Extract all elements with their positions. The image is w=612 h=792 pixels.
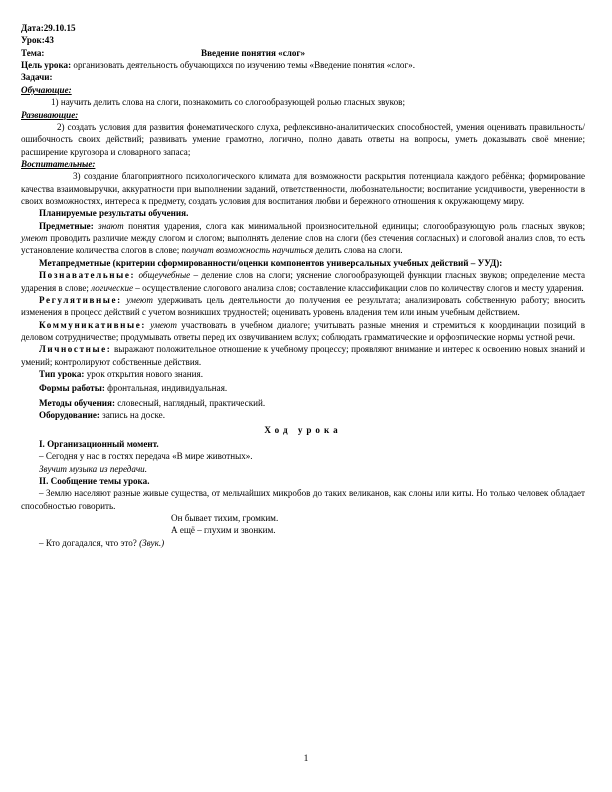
topic-row [21,47,585,59]
course-line-2: – Землю населяют разные живые существа, от мельчайших микробов до таких великанов, как слоны или киты. Но только человек обладает способностью говорить. [21,488,585,511]
lesson-line: Урок:43 [21,35,54,46]
tasks-label: Задачи: [21,72,53,83]
subject-results [21,220,585,257]
course-line-3 [21,537,585,549]
subject-text-3: делить слова на слоги. [313,245,403,256]
methods-label: Методы обучения: [39,397,115,408]
developing-text: 2) создать условия для развития фонематического слуха, рефлексивно-аналитических способностей, умения оценивать правильность/ошибочность своих действий; развивать умение грамотно, логично, полно давать ответы на вопросы, уметь доказывать своё мнение; расширение кругозора и словарного запаса; [21,121,585,157]
cognitive-text-1: – деление слов на слоги; уяснение слогообразующей функции гласных звуков; определение места ударения в слове; [21,270,585,293]
communicative-can: умеют [145,319,177,330]
lesson-type-value: урок открытия нового знания. [84,369,204,380]
equipment-label: Оборудование: [39,410,100,421]
regulatory-text: удерживать цель деятельности до получения ее результата; анализировать собственную работу; вносить изменения в процесс действий с учетом возникших трудностей; оценивать уровень владения тем или иным учебным действием. [21,294,585,318]
date-line: Дата:29.10.15 [21,23,76,33]
subject-label: Предметные: [39,220,94,231]
personal-text: выражают положительное отношение к учебному процессу; проявляют внимание и интерес к освоению новых знаний и умений; контролируют собственные действия. [21,344,585,367]
lesson-type-label: Тип урока: [39,369,85,380]
work-forms-value: фронтальная, индивидуальная. [104,383,228,394]
communicative-label: Коммуникативные: [39,319,146,330]
regulatory-results [21,294,585,319]
course-line-1: – Сегодня у нас в гостях передача «В мире животных». [39,451,253,462]
verse-line-2: А ещё – глухим и звонким. [171,525,276,536]
org-moment-label: I. Организационный момент. [39,438,159,449]
course-line-3-answer: (Звук.) [136,537,165,548]
music-note: Звучит музыка из передачи. [39,463,147,474]
communicative-text: участвовать в учебном диалоге; учитывать разные мнения и стремиться к координации позиций в деловом сотрудничестве; продумывать ответы перед их озвучиванием вслух; соблюдать грамматические и орфоэпические нормы устной речи. [21,319,585,342]
developing-label: Развивающие: [21,109,79,120]
subject-can: умеют [21,233,48,244]
work-forms-label: Формы работы: [39,383,105,394]
meta-results-label: Метапредметные (критерии сформированности/оценки компонентов универсальных учебных действий – УУД): [39,257,503,268]
goal-text: организовать деятельность обучающихся по изучению темы «Введение понятия «слог». [71,60,415,71]
lesson-type-line [21,368,585,380]
cognitive-label: Познавательные: [39,270,136,281]
cognitive-text-2: – осуществление слогового анализа слов; составление классификации слов по количеству слогов и месту ударения. [133,282,584,293]
cognitive-logic: логические [88,282,134,293]
topic-label: Тема: [21,47,45,58]
goal-label: Цель урока: [21,60,72,71]
equipment-value: запись на доске. [99,410,165,421]
personal-results [21,343,585,368]
subject-text-2: проводить различие между слогом и слогом; выполнять деление слов на слоги (без стечения согласных) и слоговой анализ слов, то есть установление количества слогов в слове; [21,233,585,256]
cognitive-general: общеучебные [135,270,191,281]
educating-text: 3) создание благоприятного психологического климата для возможности раскрытия потенциала каждого ребёнка; формирование качества взаимовыручки, аккуратности при выполнении заданий, ответственности, любознательности; воспитание усидчивости, уверенности в своих возможностях, интереса к предмету, создать условия для воспитания любви и бережного отношения к окружающему миру. [21,171,585,207]
topic-announce-label: II. Сообщение темы урока. [39,475,150,486]
cognitive-results [21,269,585,294]
communicative-results [21,319,585,344]
page-number: 1 [303,754,309,764]
topic-value: Введение понятия «слог» [201,47,306,58]
subject-text-1: понятия ударения, слога как минимальной произносительной единицы; слогообразующую роль гласных звуков; [123,220,585,231]
subject-learn: получат возможность научиться [179,245,314,256]
lesson-course-title: Ход урока [264,424,342,435]
work-forms-line [21,382,585,394]
document-page [21,22,585,549]
teaching-label: Обучающие: [21,84,72,95]
planned-results-label: Планируемые результаты обучения. [39,208,189,219]
methods-line [21,397,585,409]
course-line-3-text: – Кто догадался, что это? [39,537,137,548]
equipment-line [21,409,585,421]
methods-value: словесный, наглядный, практический. [115,397,266,408]
verse-line-1: Он бывает тихим, громким. [171,513,279,524]
teaching-text: 1) научить делить слова на слоги, познакомить со слогообразующей ролью гласных звуков; [51,97,405,108]
subject-know: знают [93,220,124,231]
goal-line [21,59,585,71]
personal-label: Личностные: [39,344,112,355]
educating-label: Воспитательные: [21,158,96,169]
regulatory-label: Регулятивные: [39,294,122,305]
regulatory-can: умеют [121,294,153,305]
